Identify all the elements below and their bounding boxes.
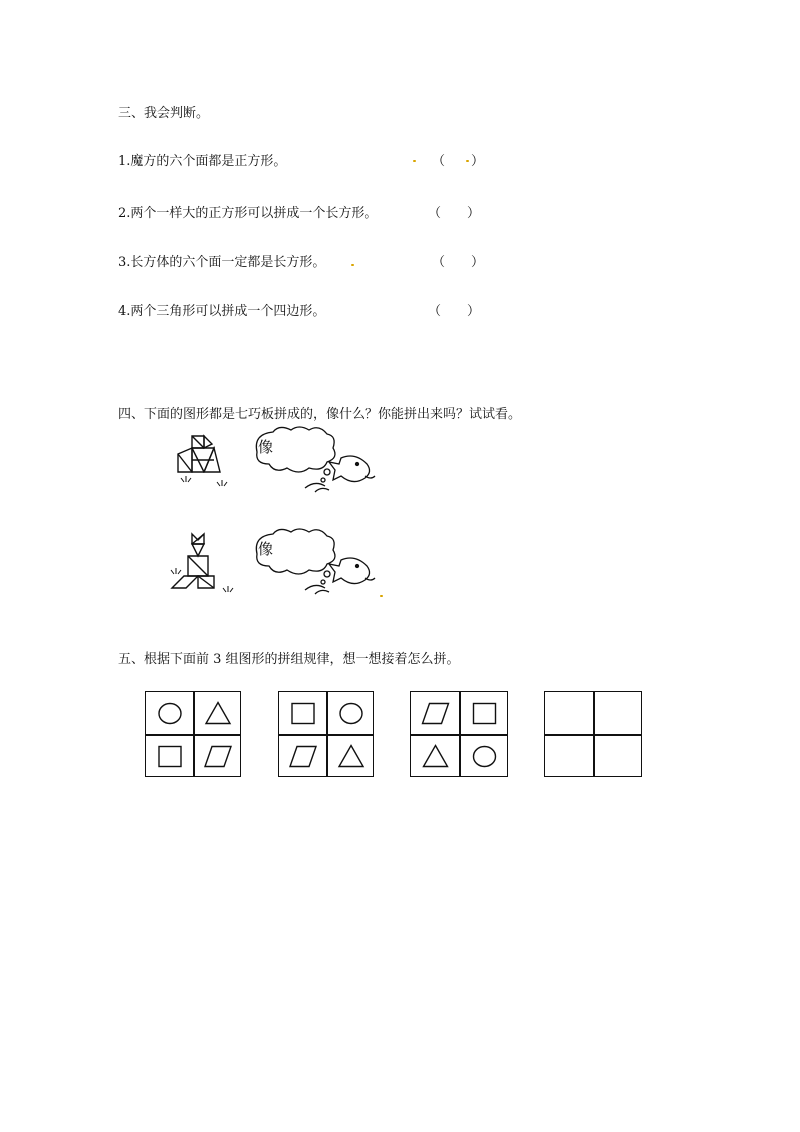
answer-paren-4[interactable]: （ ） — [428, 304, 481, 319]
stray-mark — [351, 264, 354, 266]
tangram-swan-figure — [170, 432, 230, 492]
thought-bubble-fish-illustration — [245, 424, 375, 494]
section5-heading: 五、根据下面前 3 组图形的拼组规律，想一想接着怎么拼。 — [118, 652, 460, 667]
bubble-label-top: 像 — [258, 438, 274, 456]
parallelogram-shape — [423, 704, 449, 724]
answer-paren-2[interactable]: （ ） — [428, 206, 481, 221]
circle-shape — [159, 704, 181, 724]
judge-item-3: 3.长方体的六个面一定都是长方形。 — [118, 255, 326, 270]
section3-heading: 三、我会判断。 — [118, 106, 210, 121]
circle-shape — [340, 704, 362, 724]
grid-shapes — [279, 692, 375, 778]
thought-bubble-fish-illustration — [245, 526, 375, 596]
pattern-grid — [278, 691, 374, 777]
grid-shapes — [545, 692, 643, 778]
pattern-grid — [410, 691, 508, 777]
grid-shapes — [411, 692, 509, 778]
answer-paren-3[interactable]: （ ） — [432, 255, 485, 270]
square-shape — [159, 747, 181, 767]
square-shape — [474, 704, 496, 724]
bubble-label-bottom: 像 — [258, 540, 274, 558]
triangle-shape — [206, 703, 230, 724]
answer-paren-1[interactable]: （ ） — [432, 154, 485, 169]
stray-mark — [413, 160, 416, 162]
judge-item-2: 2.两个一样大的正方形可以拼成一个长方形。 — [118, 206, 378, 221]
triangle-shape — [424, 746, 448, 767]
answer-grid[interactable] — [544, 691, 642, 777]
section4-heading: 四、下面的图形都是七巧板拼成的，像什么？你能拼出来吗？试试看。 — [118, 407, 522, 422]
tangram-fox-figure — [168, 530, 238, 600]
triangle-shape — [339, 746, 363, 767]
judge-item-1: 1.魔方的六个面都是正方形。 — [118, 154, 287, 169]
square-shape — [292, 704, 314, 724]
grid-shapes — [146, 692, 242, 778]
parallelogram-shape — [290, 747, 316, 767]
stray-mark — [380, 595, 383, 597]
parallelogram-shape — [205, 747, 231, 767]
pattern-grid — [145, 691, 241, 777]
judge-item-4: 4.两个三角形可以拼成一个四边形。 — [118, 304, 326, 319]
circle-shape — [474, 747, 496, 767]
